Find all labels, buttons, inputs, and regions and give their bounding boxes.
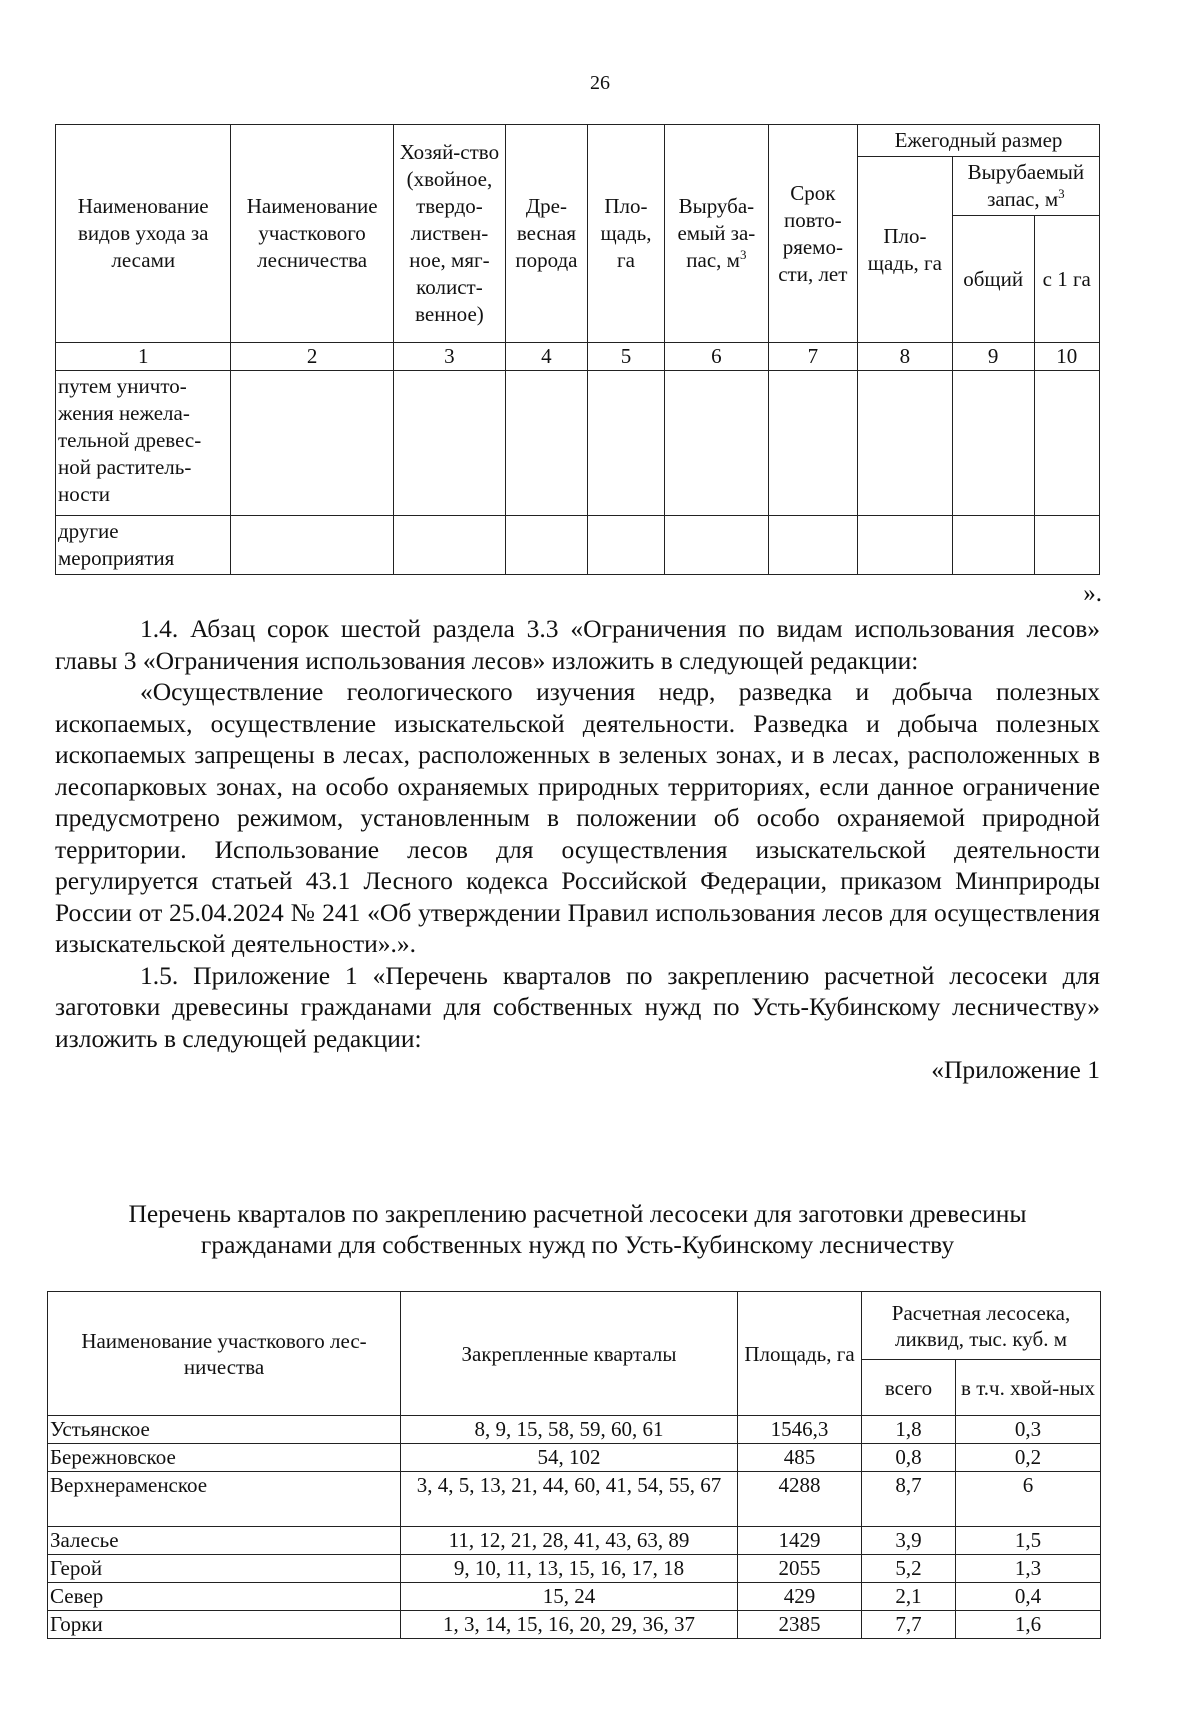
table-row xyxy=(48,1555,1101,1583)
paragraph-1-4: 1.4. Абзац сорок шестой раздела 3.3 «Ограничения по видам использования лесов» главы 3 «Ограничения использования лесов» изложить в следующей редакции: xyxy=(55,614,1100,675)
coniferous-cell: 1,5 xyxy=(956,1527,1101,1555)
coniferous-cell: 6 xyxy=(956,1472,1101,1527)
column-number: 2 xyxy=(231,343,393,371)
coniferous-cell: 1,3 xyxy=(956,1555,1101,1583)
area-cell: 2385 xyxy=(738,1611,862,1639)
total-cell: 3,9 xyxy=(862,1527,956,1555)
total-cell: 8,7 xyxy=(862,1472,956,1527)
column-number: 1 xyxy=(56,343,231,371)
quarters-cell: 11, 12, 21, 28, 41, 43, 63, 89 xyxy=(401,1527,738,1555)
table-row xyxy=(48,1583,1101,1611)
area-cell: 4288 xyxy=(738,1472,862,1527)
header-species: Дре-весная порода xyxy=(506,125,588,343)
table-row xyxy=(48,1472,1101,1527)
column-number: 4 xyxy=(506,343,588,371)
table-row xyxy=(56,516,1100,575)
coniferous-cell: 1,6 xyxy=(956,1611,1101,1639)
district-cell: Горки xyxy=(48,1611,401,1639)
district-cell: Залесье xyxy=(48,1527,401,1555)
area-cell: 485 xyxy=(738,1444,862,1472)
total-cell: 5,2 xyxy=(862,1555,956,1583)
area-cell: 1546,3 xyxy=(738,1416,862,1444)
care-type-cell: другие мероприятия xyxy=(56,516,231,575)
column-number: 3 xyxy=(393,343,505,371)
district-cell: Герой xyxy=(48,1555,401,1583)
header-quarters: Закрепленные кварталы xyxy=(401,1292,738,1416)
care-type-cell: путем уничто-жения нежела-тельной древес-ной раститель-ности xyxy=(56,371,231,516)
quarters-cell: 9, 10, 11, 13, 15, 16, 17, 18 xyxy=(401,1555,738,1583)
district-cell: Устьянское xyxy=(48,1416,401,1444)
body-text xyxy=(55,613,1100,1086)
district-cell: Бережновское xyxy=(48,1444,401,1472)
header-cut: Расчетная лесосека, ликвид, тыс. куб. м xyxy=(862,1292,1101,1360)
forest-care-table xyxy=(55,124,1100,575)
column-number: 8 xyxy=(858,343,953,371)
quarters-cell: 8, 9, 15, 58, 59, 60, 61 xyxy=(401,1416,738,1444)
header-annual-area: Пло-щадь, га xyxy=(858,157,953,343)
district-cell: Верхнераменское xyxy=(48,1472,401,1527)
header-harvest-stock: Выруба-емый за-пас, $м^3$ xyxy=(665,125,769,343)
header-care-type: Наименование видов ухода за лесами xyxy=(56,125,231,343)
quarters-cell: 54, 102 xyxy=(401,1444,738,1472)
closing-quote: ». xyxy=(1083,580,1102,607)
area-cell: 429 xyxy=(738,1583,862,1611)
header-district-name: Наименование участкового лес-ничества xyxy=(48,1292,401,1416)
header-coniferous: в т.ч. хвой-ных xyxy=(956,1360,1101,1416)
total-cell: 0,8 xyxy=(862,1444,956,1472)
header-area: Пло-щадь, га xyxy=(587,125,664,343)
total-cell: 2,1 xyxy=(862,1583,956,1611)
header-total: всего xyxy=(862,1360,956,1416)
table-row xyxy=(48,1444,1101,1472)
coniferous-cell: 0,2 xyxy=(956,1444,1101,1472)
header-area: Площадь, га xyxy=(738,1292,862,1416)
header-farm-type: Хозяй-ство (хвойное, твердо-листвен-ное, мяг-колист-венное) xyxy=(393,125,505,343)
table-row xyxy=(48,1611,1101,1639)
header-stock-total: общий xyxy=(952,216,1034,343)
column-number: 10 xyxy=(1034,343,1099,371)
table-row xyxy=(48,1416,1101,1444)
page-number: 26 xyxy=(590,72,610,94)
quarters-cell: 3, 4, 5, 13, 21, 44, 60, 41, 54, 55, 67 xyxy=(401,1472,738,1527)
header-stock-per-ha: с 1 га xyxy=(1034,216,1099,343)
paragraph-1-5: 1.5. Приложение 1 «Перечень кварталов по закреплению расчетной лесосеки для заготовки древесины гражданами для собственных нужд по Усть-Кубинскому лесничеству» изложить в следующей редакции: xyxy=(55,960,1100,1053)
area-cell: 2055 xyxy=(738,1555,862,1583)
quoted-paragraph: «Осуществление геологического изучения недр, разведка и добыча полезных ископаемых, осуществление изыскательской деятельности. Разведка и добыча полезных ископаемых запрещены в лесах, расположенных в зеленых зонах, и в лесах, расположенных в лесопарковых зонах, на особо охраняемых природных территориях, если данное ограничение предусмотрено режимом, установленным в положении об особо охраняемой природной территории. Использование лесов для осуществления изыскательской деятельности регулируется статьей 43.1 Лесного кодекса Российской Федерации, приказом Минприроды России от 25.04.2024 № 241 «Об утверждении Правил использования лесов для осуществления изыскательской деятельности».». xyxy=(55,677,1100,958)
district-cell: Север xyxy=(48,1583,401,1611)
total-cell: 1,8 xyxy=(862,1416,956,1444)
table-row xyxy=(56,371,1100,516)
quarters-table xyxy=(47,1291,1101,1639)
header-annual-stock: Вырубаемый запас, $м^3$ xyxy=(952,157,1099,216)
area-cell: 1429 xyxy=(738,1527,862,1555)
quarters-cell: 15, 24 xyxy=(401,1583,738,1611)
quarters-cell: 1, 3, 14, 15, 16, 20, 29, 36, 37 xyxy=(401,1611,738,1639)
list-title: Перечень кварталов по закреплению расчетной лесосеки для заготовки древесины гражданами для собственных нужд по Усть-Кубинскому лесничеству xyxy=(128,1199,1027,1259)
column-number: 7 xyxy=(768,343,857,371)
coniferous-cell: 0,4 xyxy=(956,1583,1101,1611)
header-district: Наименование участкового лесничества xyxy=(231,125,393,343)
appendix-label: «Приложение 1 xyxy=(931,1055,1100,1084)
column-number: 5 xyxy=(587,343,664,371)
column-number: 6 xyxy=(665,343,769,371)
header-annual-size: Ежегодный размер xyxy=(858,125,1100,157)
header-repeat-period: Срок повто-ряемо-сти, лет xyxy=(768,125,857,343)
column-number: 9 xyxy=(952,343,1034,371)
total-cell: 7,7 xyxy=(862,1611,956,1639)
table-row xyxy=(48,1527,1101,1555)
coniferous-cell: 0,3 xyxy=(956,1416,1101,1444)
